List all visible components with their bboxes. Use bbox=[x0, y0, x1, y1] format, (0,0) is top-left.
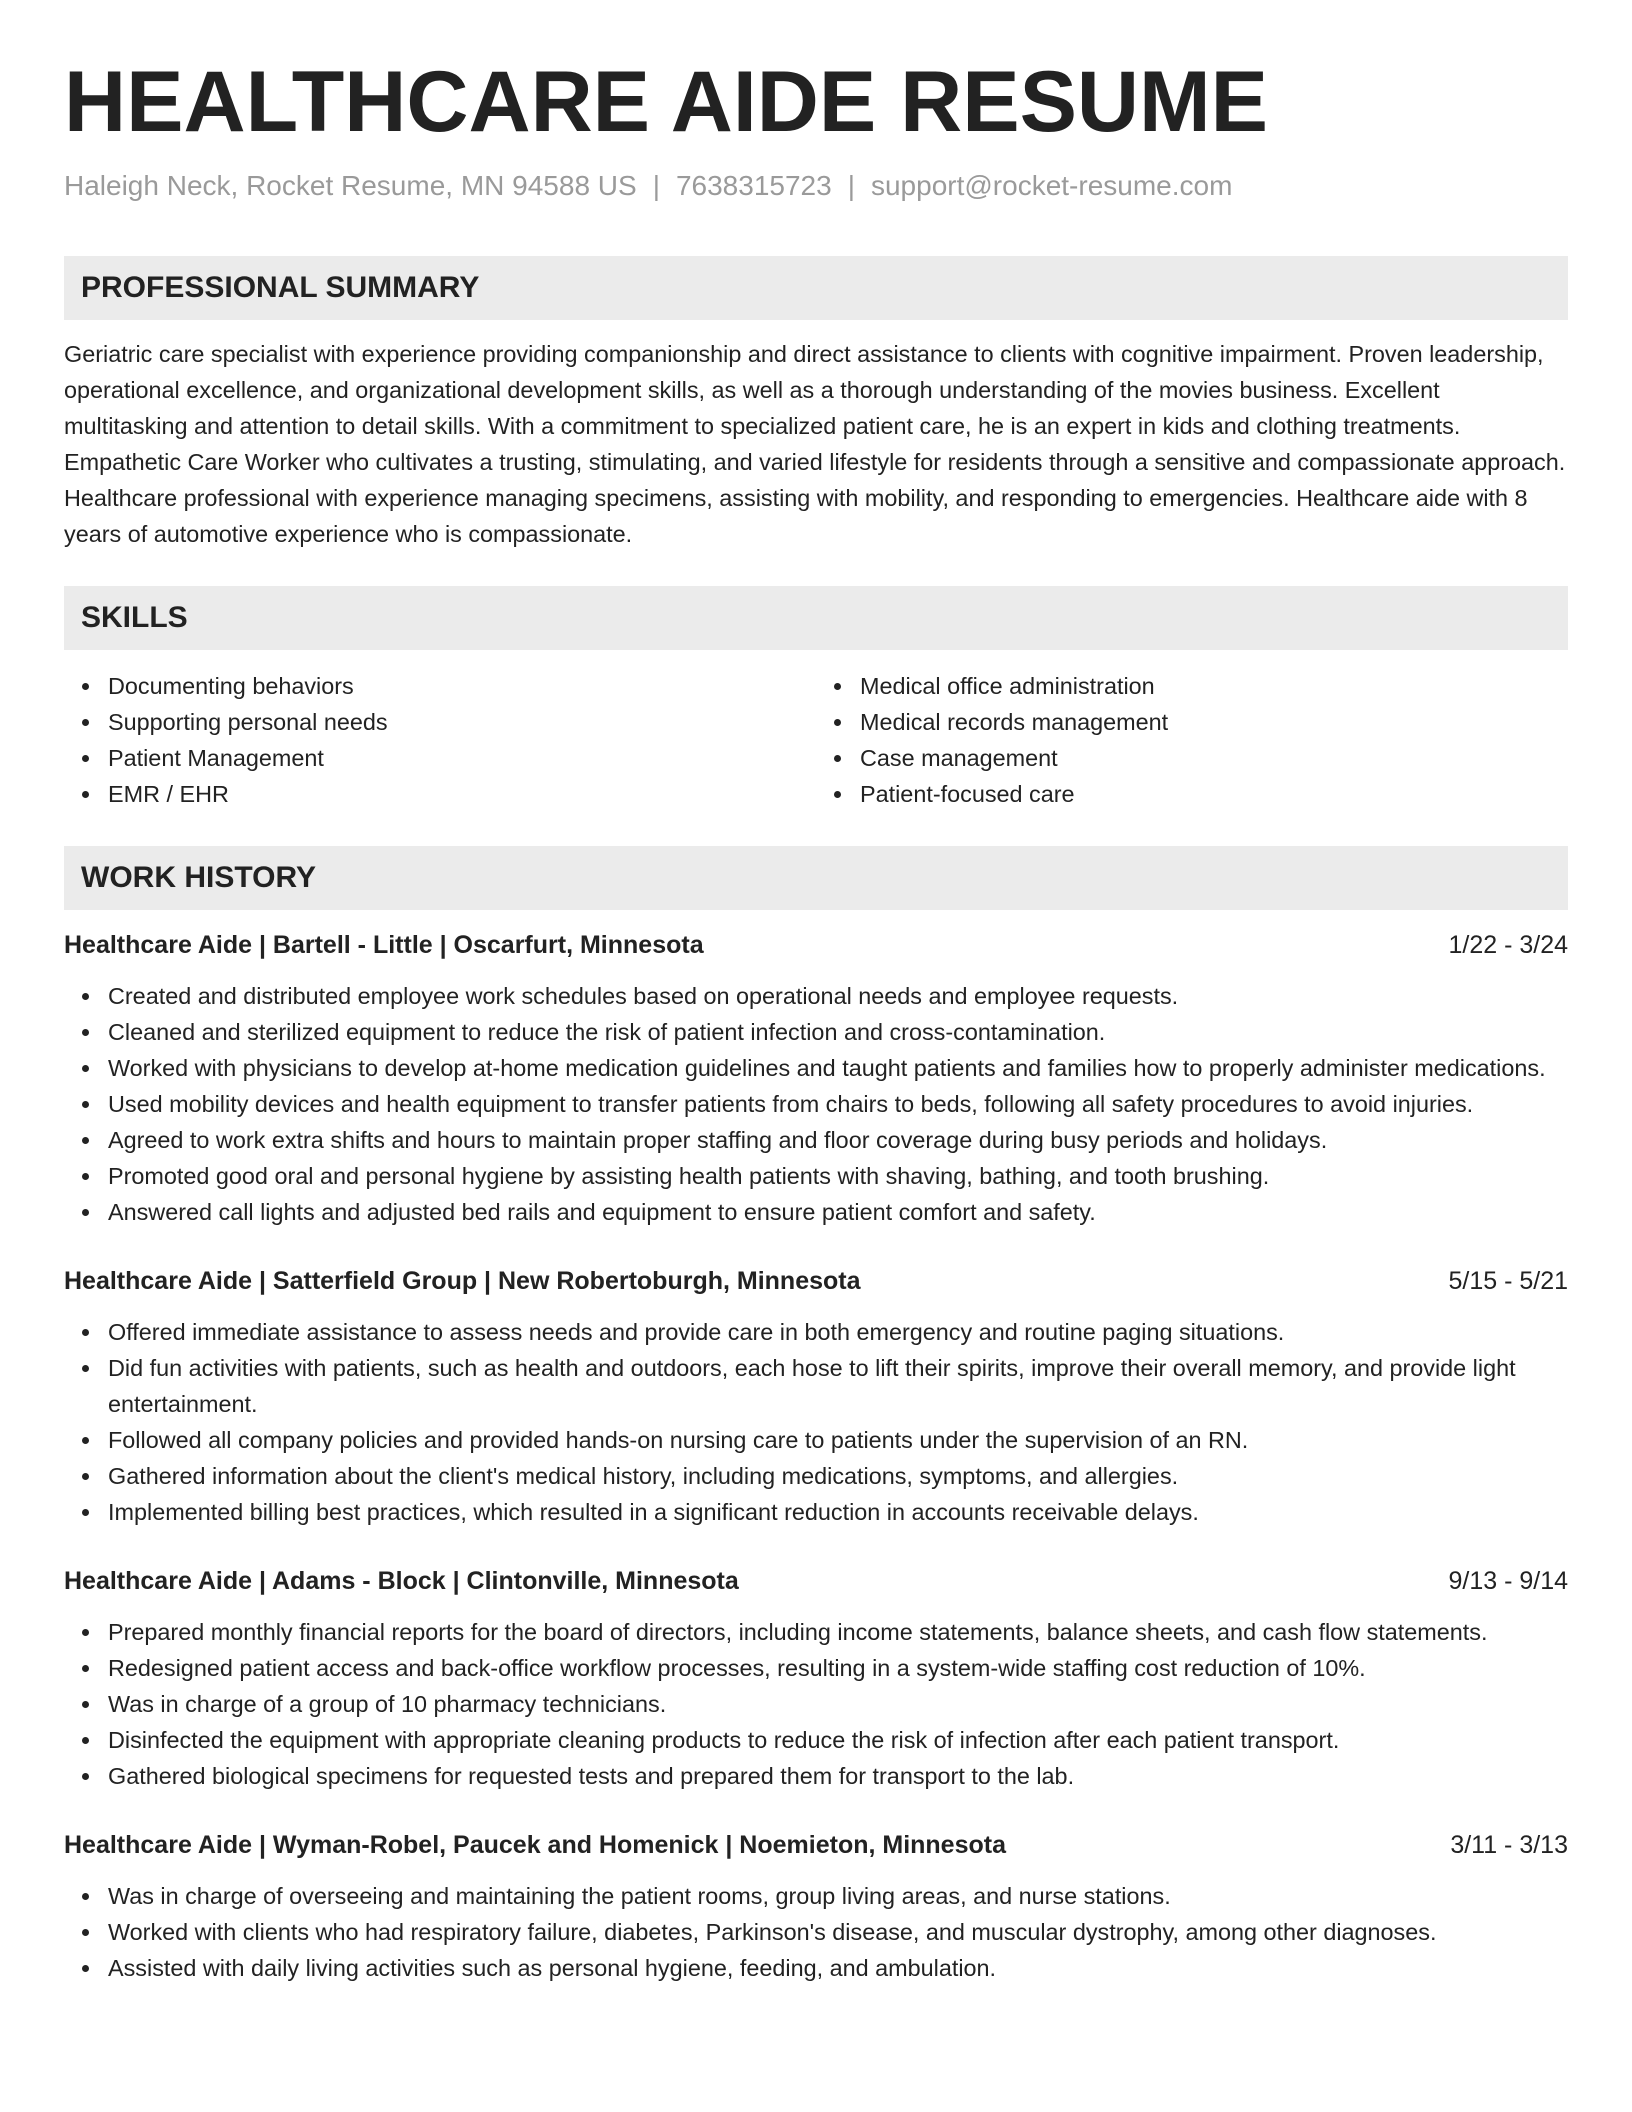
work-history-heading: WORK HISTORY bbox=[64, 846, 1568, 910]
skills-list bbox=[64, 668, 1568, 812]
job-duties bbox=[64, 1314, 1568, 1530]
job-duty: Redesigned patient access and back-office workflow processes, resulting in a system-wide staffing cost reduction of 10%. bbox=[108, 1650, 1568, 1686]
contact-separator: | bbox=[847, 170, 855, 201]
job-duty: Disinfected the equipment with appropriate cleaning products to reduce the risk of infection after each patient transport. bbox=[108, 1722, 1568, 1758]
job-duty: Was in charge of overseeing and maintaining the patient rooms, group living areas, and nurse stations. bbox=[108, 1878, 1568, 1914]
job-title: Healthcare Aide | Bartell - Little | Oscarfurt, Minnesota bbox=[64, 931, 704, 959]
job-entry bbox=[64, 1564, 1568, 1794]
skills-column-left bbox=[64, 668, 816, 812]
contact-separator: | bbox=[652, 170, 660, 201]
job-duty: Created and distributed employee work schedules based on operational needs and employee requests. bbox=[108, 978, 1568, 1014]
job-header bbox=[64, 1264, 1568, 1298]
job-duties bbox=[64, 978, 1568, 1230]
job-entry bbox=[64, 1828, 1568, 1986]
contact-email: support@rocket-resume.com bbox=[870, 170, 1233, 201]
job-duty: Did fun activities with patients, such as health and outdoors, each hose to lift their spirits, improve their overall memory, and provide light entertainment. bbox=[108, 1350, 1568, 1422]
job-duties bbox=[64, 1614, 1568, 1794]
job-duty: Agreed to work extra shifts and hours to maintain proper staffing and floor coverage during busy periods and holidays. bbox=[108, 1122, 1568, 1158]
page-title: HEALTHCARE AIDE RESUME bbox=[64, 54, 1269, 150]
job-duty: Prepared monthly financial reports for the board of directors, including income statements, balance sheets, and cash flow statements. bbox=[108, 1614, 1568, 1650]
job-dates: 3/11 - 3/13 bbox=[1450, 1831, 1568, 1859]
skill-item: Medical office administration bbox=[860, 668, 1568, 704]
job-duty: Promoted good oral and personal hygiene by assisting health patients with shaving, bathing, and tooth brushing. bbox=[108, 1158, 1568, 1194]
job-header bbox=[64, 928, 1568, 962]
skill-item: EMR / EHR bbox=[108, 776, 816, 812]
summary-text: Geriatric care specialist with experience providing companionship and direct assistance to clients with cognitive impairment. Proven leadership, operational excellence, and organizational development skills, as well as a thorough understanding of the movies business. Excellent multitasking and attention to detail skills. With a commitment to specialized patient care, he is an expert in kids and clothing treatments. Empathetic Care Worker who cultivates a trusting, stimulating, and varied lifestyle for residents through a sensitive and compassionate approach. Healthcare professional with experience managing specimens, assisting with mobility, and responding to emergencies. Healthcare aide with 8 years of automotive experience who is compassionate. bbox=[64, 341, 1566, 547]
job-header bbox=[64, 1564, 1568, 1598]
contact-address: Haleigh Neck, Rocket Resume, MN 94588 US bbox=[64, 170, 637, 201]
skills-column-right bbox=[816, 668, 1568, 812]
job-title: Healthcare Aide | Adams - Block | Clintonville, Minnesota bbox=[64, 1567, 739, 1595]
job-dates: 5/15 - 5/21 bbox=[1448, 1267, 1568, 1295]
job-duties bbox=[64, 1878, 1568, 1986]
job-duty: Worked with clients who had respiratory failure, diabetes, Parkinson's disease, and muscular dystrophy, among other diagnoses. bbox=[108, 1914, 1568, 1950]
job-title: Healthcare Aide | Satterfield Group | New Robertoburgh, Minnesota bbox=[64, 1267, 861, 1295]
job-duty: Offered immediate assistance to assess needs and provide care in both emergency and routine paging situations. bbox=[108, 1314, 1568, 1350]
skill-item: Patient Management bbox=[108, 740, 816, 776]
job-duty: Used mobility devices and health equipment to transfer patients from chairs to beds, following all safety procedures to avoid injuries. bbox=[108, 1086, 1568, 1122]
skill-item: Medical records management bbox=[860, 704, 1568, 740]
skill-item: Patient-focused care bbox=[860, 776, 1568, 812]
job-entry bbox=[64, 1264, 1568, 1530]
job-duty: Worked with physicians to develop at-home medication guidelines and taught patients and families how to properly administer medications. bbox=[108, 1050, 1568, 1086]
skills-heading: SKILLS bbox=[64, 586, 1568, 650]
job-duty: Assisted with daily living activities such as personal hygiene, feeding, and ambulation. bbox=[108, 1950, 1568, 1986]
job-duty: Cleaned and sterilized equipment to reduce the risk of patient infection and cross-contamination. bbox=[108, 1014, 1568, 1050]
job-duty: Gathered information about the client's medical history, including medications, symptoms, and allergies. bbox=[108, 1458, 1568, 1494]
job-dates: 9/13 - 9/14 bbox=[1448, 1567, 1568, 1595]
job-title: Healthcare Aide | Wyman-Robel, Paucek and Homenick | Noemieton, Minnesota bbox=[64, 1831, 1006, 1859]
job-entry bbox=[64, 928, 1568, 1230]
job-duty: Gathered biological specimens for requested tests and prepared them for transport to the lab. bbox=[108, 1758, 1568, 1794]
summary-heading: PROFESSIONAL SUMMARY bbox=[64, 256, 1568, 320]
contact-phone: 7638315723 bbox=[675, 170, 832, 201]
job-duty: Was in charge of a group of 10 pharmacy technicians. bbox=[108, 1686, 1568, 1722]
job-duty: Implemented billing best practices, which resulted in a significant reduction in accounts receivable delays. bbox=[108, 1494, 1568, 1530]
skill-item: Supporting personal needs bbox=[108, 704, 816, 740]
skill-item: Documenting behaviors bbox=[108, 668, 816, 704]
job-dates: 1/22 - 3/24 bbox=[1448, 931, 1568, 959]
contact-line bbox=[64, 168, 1568, 204]
skill-item: Case management bbox=[860, 740, 1568, 776]
job-duty: Answered call lights and adjusted bed rails and equipment to ensure patient comfort and safety. bbox=[108, 1194, 1568, 1230]
job-duty: Followed all company policies and provided hands-on nursing care to patients under the supervision of an RN. bbox=[108, 1422, 1568, 1458]
job-header bbox=[64, 1828, 1568, 1862]
